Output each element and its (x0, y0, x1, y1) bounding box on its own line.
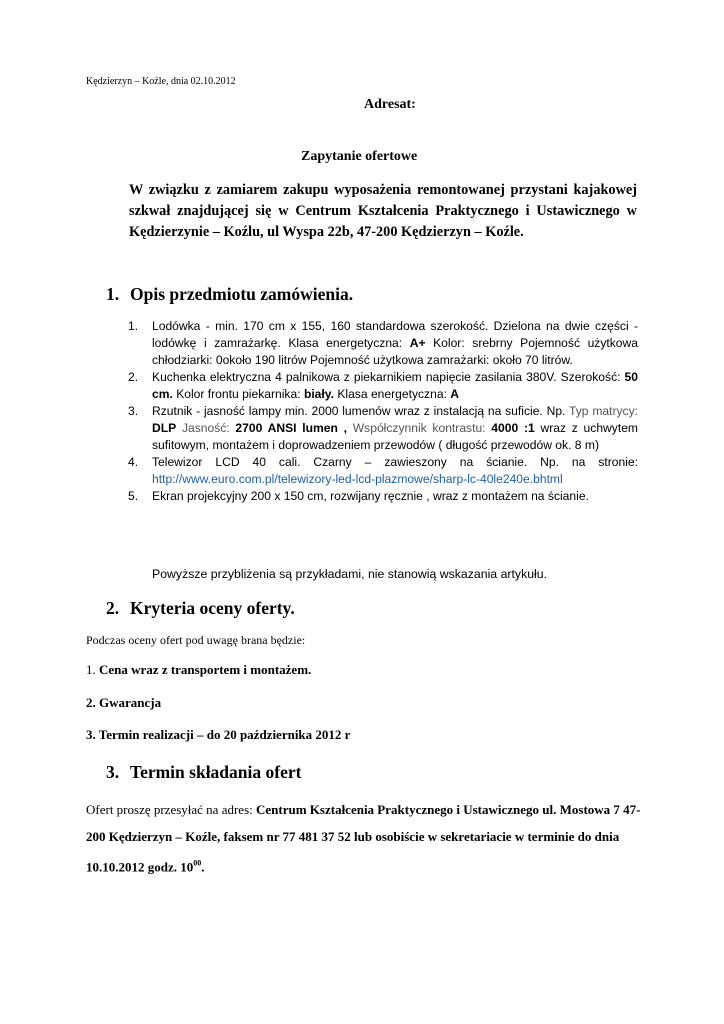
submission-details: Centrum Kształcenia Praktycznego i Ustawicznego ul. Mostowa 7 47-200 Kędzierzyn – Koźle, faksem nr 77 481 37 52 lub osobiście w sekretariacie w terminie do dnia 10.10.2012 godz. 10 (86, 802, 641, 875)
submission-paragraph (86, 796, 646, 880)
section-3-number: 3. (106, 762, 120, 782)
submission-end: . (201, 859, 205, 875)
section-2-title: Kryteria oceny oferty. (130, 598, 295, 618)
section-3-heading (106, 762, 301, 783)
list-item (128, 454, 638, 488)
criterion-text: 3. Termin realizacji – do 20 października 2012 r (86, 727, 351, 742)
item-text: Kuchenka elektryczna 4 palnikowa z piekarnikiem napięcie zasilania 380V. Szerokość: (152, 370, 625, 384)
section-1-title: Opis przedmiotu zamówienia. (130, 284, 354, 304)
criterion-2 (86, 695, 161, 711)
time-superscript: 00 (193, 859, 202, 868)
item-spec-label: Jasność: (176, 421, 236, 435)
criterion-3 (86, 727, 350, 743)
addressee-label: Adresat: (364, 97, 416, 112)
item-bold: 2700 ANSI lumen , (235, 421, 347, 435)
section-3-title: Termin składania ofert (130, 762, 302, 782)
document-title: Zapytanie ofertowe (301, 149, 418, 164)
section-1-heading (106, 284, 353, 305)
item-text: Kolor: srebrny Pojemność użytkowa chłodziarki: 0około 190 litrów Pojemność użytkowa zamrażarki: około 70 litrów. (152, 336, 638, 367)
list-item (128, 318, 638, 369)
section-1-number: 1. (106, 284, 120, 304)
item-bold: 4000 :1 (491, 421, 535, 435)
item-number: 5. (128, 489, 139, 503)
order-items-list (128, 318, 638, 505)
section-2-number: 2. (106, 598, 120, 618)
item-number: 2. (128, 370, 139, 384)
item-text: Rzutnik - jasność lampy min. 2000 lumenów wraz z instalacją na suficie. Np. (152, 404, 570, 418)
item-text: wraz z uchwytem sufitowym, montażem i doprowadzeniem przewodów ( długość przewodów ok. 8 m) (152, 421, 638, 452)
item-text: Kolor frontu piekarnika: (172, 387, 304, 401)
item-bold: DLP (152, 421, 177, 435)
item-number: 1. (128, 319, 139, 333)
intro-paragraph: W związku z zamiarem zakupu wyposażenia remontowanej przystani kajakowej szkwał znajdującej się w Centrum Kształcenia Praktycznego i Ustawicznego w Kędzierzynie – Koźlu, ul Wyspa 22b, 47-200 Kędzierzyn – Koźle. (129, 182, 637, 240)
criterion-text: Cena wraz z transportem i montażem. (99, 662, 312, 677)
list-item (128, 369, 638, 403)
item-text: Klasa energetyczna: (333, 387, 451, 401)
section-2-heading (106, 598, 295, 619)
item-bold: biały. (303, 387, 334, 401)
item-spec-label: Typ matrycy: (569, 404, 639, 418)
disclaimer-note: Powyższe przybliżenia są przykładami, nie stanowią wskazania artykułu. (152, 567, 548, 581)
item-number: 4. (128, 455, 139, 469)
list-item (128, 403, 638, 454)
item-text: Telewizor LCD 40 cali. Czarny – zawieszony na ścianie. Np. na stronie: (152, 455, 638, 469)
item-bold: A+ (409, 336, 426, 350)
list-item (128, 488, 638, 505)
item-text: Lodówka - min. 170 cm x 155, 160 standardowa szerokość. Dzielona na dwie części - lodówkę i zamrażarkę. Klasa energetyczna: (152, 319, 638, 350)
criterion-number: 1. (86, 662, 99, 677)
item-spec-label: Współczynnik kontrastu: (347, 421, 492, 435)
submission-lead: Ofert proszę przesyłać na adres: (86, 802, 256, 817)
item-number: 3. (128, 404, 139, 418)
criterion-1 (86, 662, 311, 678)
criteria-intro: Podczas oceny ofert pod uwagę brana będzie: (86, 633, 306, 647)
item-bold: A (450, 387, 460, 401)
item-text: Ekran projekcyjny 200 x 150 cm, rozwijany ręcznie , wraz z montażem na ścianie. (152, 489, 589, 503)
item-bold: 50 cm. (152, 370, 638, 401)
place-date: Kędzierzyn – Koźle, dnia 02.10.2012 (86, 76, 236, 87)
criterion-text: 2. Gwarancja (86, 695, 162, 710)
product-link[interactable]: http://www.euro.com.pl/telewizory-led-lcd-plazmowe/sharp-lc-40le240e.bhtml (152, 472, 563, 486)
